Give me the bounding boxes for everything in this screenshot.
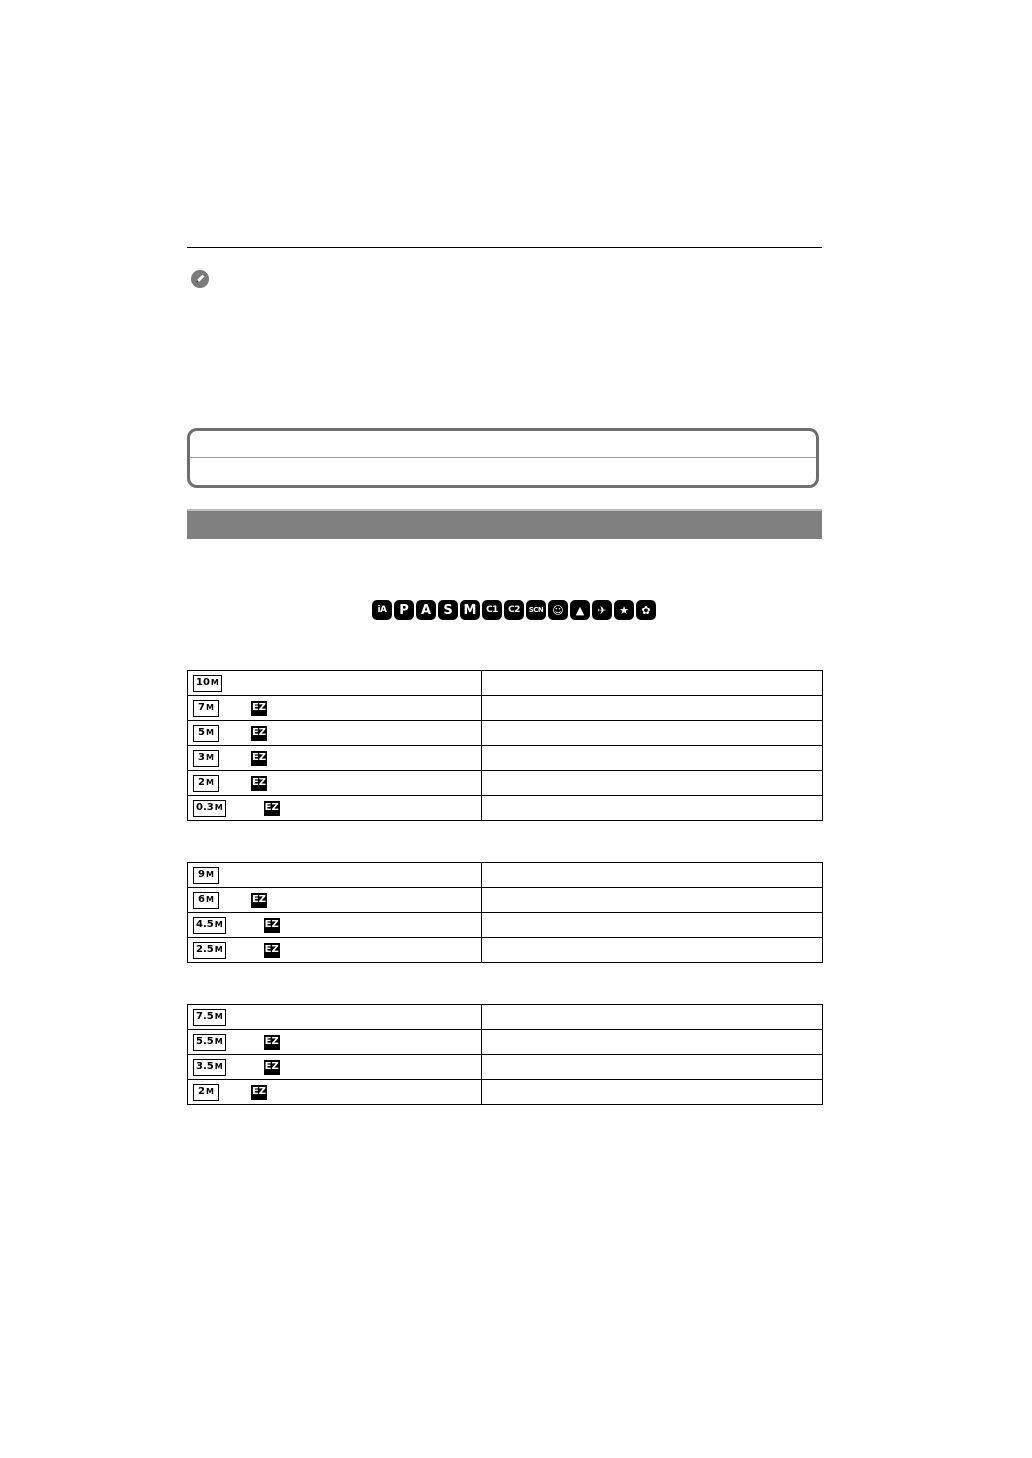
picture-size-cell [188,938,482,963]
table-row [188,721,823,746]
picture-size-unit: M [206,753,214,762]
picture-size-value: 9 [198,869,205,880]
table-row [188,696,823,721]
picture-size-unit: M [214,1037,223,1046]
picture-size-icon [193,675,222,692]
picture-size-table [187,862,823,963]
picture-size-value: 3.5 [196,1061,214,1072]
picture-size-cell [188,1005,482,1030]
program-mode-icon: P [394,600,414,620]
extended-zoom-icon: EZ [264,801,280,816]
picture-size-icon [193,1059,226,1076]
picture-size-resolution-cell [482,1055,823,1080]
custom-1-mode-icon: C1 [482,600,502,620]
picture-size-resolution-cell [482,913,823,938]
shutter-priority-mode-icon: S [438,600,458,620]
picture-size-value: 10 [196,677,210,688]
picture-size-icon [193,1034,226,1051]
custom-2-mode-icon: C2 [504,600,524,620]
extended-zoom-icon: EZ [251,893,267,908]
table-row [188,1055,823,1080]
extended-zoom-icon: EZ [264,918,280,933]
extended-zoom-icon: EZ [251,701,267,716]
picture-size-icon [193,917,226,934]
picture-size-cell [188,771,482,796]
table-row [188,1005,823,1030]
picture-size-resolution-cell [482,888,823,913]
picture-size-unit: M [206,703,214,712]
picture-size-unit: M [210,678,219,687]
picture-size-resolution-cell [482,721,823,746]
table-row [188,913,823,938]
picture-size-resolution-cell [482,938,823,963]
picture-size-cell [188,721,482,746]
picture-size-cell [188,863,482,888]
picture-size-value: 0.3 [196,802,214,813]
top-rule [187,247,822,248]
sports-mode-icon: ✈ [592,600,612,620]
extended-zoom-icon: EZ [251,776,267,791]
picture-size-resolution-cell [482,696,823,721]
picture-size-resolution-cell [482,1080,823,1105]
picture-size-unit: M [214,945,223,954]
picture-size-resolution-cell [482,671,823,696]
extended-zoom-icon: EZ [251,751,267,766]
picture-size-resolution-cell [482,863,823,888]
night-portrait-mode-icon: ★ [614,600,634,620]
picture-size-icon [193,800,226,817]
picture-size-icon [193,1084,219,1101]
table-row [188,671,823,696]
picture-size-value: 2 [198,777,205,788]
picture-size-value: 7.5 [196,1011,214,1022]
scene-mode-icon: SCN [526,600,546,620]
picture-size-unit: M [206,778,214,787]
menu-box-divider [190,457,816,458]
scenery-mode-icon: ▲ [570,600,590,620]
picture-size-cell [188,1030,482,1055]
picture-size-resolution-cell [482,746,823,771]
picture-size-unit: M [214,920,223,929]
applicable-modes-row [372,600,656,620]
picture-size-resolution-cell [482,1030,823,1055]
picture-size-value: 2 [198,1086,205,1097]
section-header-bar [187,509,822,539]
picture-size-value: 5.5 [196,1036,214,1047]
picture-size-unit: M [214,1012,223,1021]
pencil-note-icon [190,269,210,289]
table-row [188,771,823,796]
picture-size-table [187,1004,823,1105]
picture-size-icon [193,942,226,959]
picture-size-resolution-cell [482,796,823,821]
picture-size-cell [188,746,482,771]
picture-size-unit: M [206,1087,214,1096]
picture-size-value: 5 [198,727,205,738]
picture-size-unit: M [206,870,214,879]
picture-size-value: 4.5 [196,919,214,930]
aperture-priority-mode-icon: A [416,600,436,620]
picture-size-cell [188,888,482,913]
picture-size-unit: M [206,895,214,904]
table-row [188,746,823,771]
extended-zoom-icon: EZ [264,943,280,958]
picture-size-icon [193,700,219,717]
intelligent-auto-mode-icon: iA [372,600,392,620]
table-row [188,1030,823,1055]
menu-path-box [187,428,819,488]
extended-zoom-icon: EZ [251,726,267,741]
macro-mode-icon: ✿ [636,600,656,620]
picture-size-unit: M [214,1062,223,1071]
picture-size-table [187,670,823,821]
picture-size-cell [188,1055,482,1080]
picture-size-cell [188,913,482,938]
table-row [188,863,823,888]
picture-size-icon [193,750,219,767]
picture-size-resolution-cell [482,771,823,796]
table-row [188,938,823,963]
table-row [188,888,823,913]
picture-size-cell [188,1080,482,1105]
picture-size-icon [193,867,219,884]
extended-zoom-icon: EZ [251,1085,267,1100]
picture-size-cell [188,796,482,821]
picture-size-unit: M [214,803,223,812]
picture-size-value: 3 [198,752,205,763]
picture-size-value: 2.5 [196,944,214,955]
table-row [188,796,823,821]
extended-zoom-icon: EZ [264,1035,280,1050]
picture-size-icon [193,1009,226,1026]
picture-size-icon [193,775,219,792]
picture-size-icon [193,725,219,742]
manual-mode-icon: M [460,600,480,620]
picture-size-unit: M [206,728,214,737]
picture-size-cell [188,671,482,696]
picture-size-cell [188,696,482,721]
picture-size-resolution-cell [482,1005,823,1030]
portrait-mode-icon: ☺ [548,600,568,620]
picture-size-value: 6 [198,894,205,905]
table-row [188,1080,823,1105]
extended-zoom-icon: EZ [264,1060,280,1075]
picture-size-value: 7 [198,702,205,713]
picture-size-icon [193,892,219,909]
